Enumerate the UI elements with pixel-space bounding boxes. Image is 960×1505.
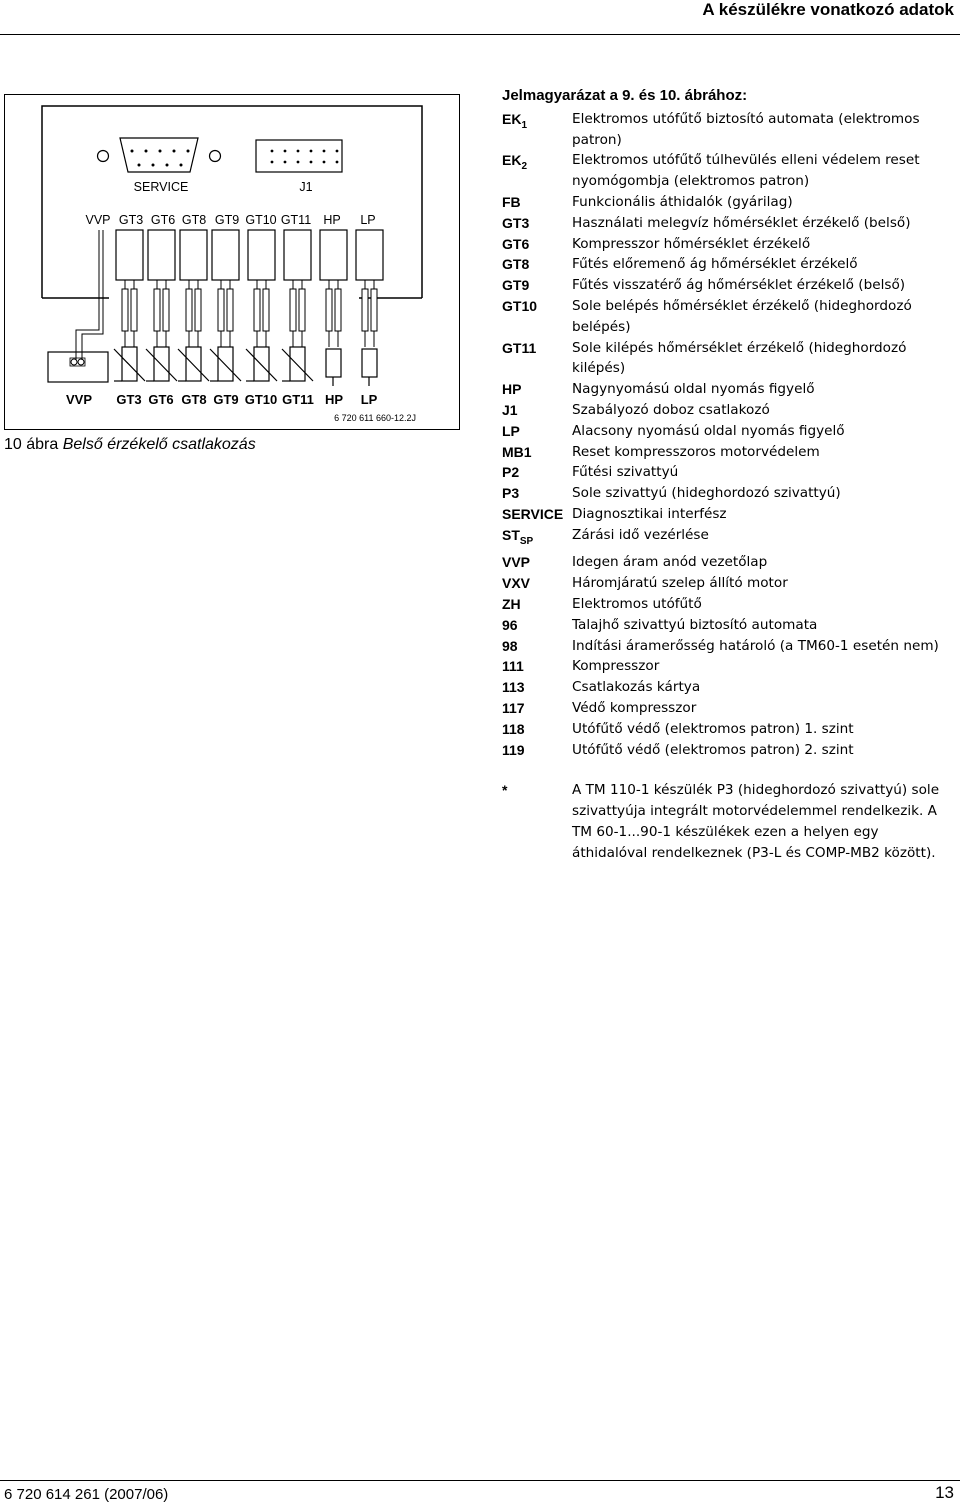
bottom-label-gt11: GT11: [282, 392, 314, 407]
legend-description: Csatlakozás kártya: [572, 679, 701, 696]
legend-term-subscript: SP: [519, 535, 534, 547]
service-connector: [98, 138, 221, 172]
legend-term-text: GT3: [502, 214, 530, 231]
legend-term: [502, 275, 572, 296]
legend-term-text: MB1: [502, 443, 532, 460]
legend-description: Diagnosztikai interfész: [572, 505, 727, 522]
legend-term: [502, 483, 572, 504]
terminal-blocks: [116, 230, 383, 280]
top-label-lp: LP: [360, 213, 376, 227]
legend-item: [502, 656, 952, 677]
legend-description: Elektromos utófűtő biztosító automata (elektromos patron): [572, 110, 920, 148]
legend-item: [502, 421, 952, 442]
top-label-hp: HP: [323, 213, 341, 227]
sensor-connection-diagram: [4, 94, 462, 430]
legend-item: [502, 213, 952, 234]
legend-term: [502, 719, 572, 740]
figure-code: 6 720 611 660-12.2J: [334, 413, 416, 423]
legend-item: [502, 740, 952, 761]
legend-term-text: LP: [502, 422, 520, 439]
legend-term: [502, 400, 572, 421]
legend-item: [502, 254, 952, 275]
legend-term: [502, 296, 572, 338]
top-label-gt10: GT10: [245, 213, 277, 227]
legend-term-subscript: 2: [521, 161, 528, 173]
legend-item: [502, 698, 952, 719]
legend-term-text: FB: [502, 193, 521, 210]
j1-label: J1: [299, 180, 313, 194]
legend-description: Reset kompresszoros motorvédelem: [572, 443, 820, 460]
legend-description: Használati melegvíz hőmérséklet érzékelő (belső): [572, 214, 911, 231]
footer-divider: [0, 1480, 960, 1481]
top-label-gt6: GT6: [150, 213, 176, 227]
legend-description: Sole kilépés hőmérséklet érzékelő (hideghordozó kilépés): [572, 339, 907, 377]
bottom-label-gt8: GT8: [181, 392, 207, 407]
legend-description: Sole szivattyú (hideghordozó szivattyú): [572, 485, 841, 502]
legend-description: Szabályozó doboz csatlakozó: [572, 401, 770, 418]
legend-term: [502, 379, 572, 400]
legend-note-term: *: [502, 782, 508, 799]
legend-description: Elektromos utófűtő: [572, 595, 702, 612]
legend-description: Nagynyomású oldal nyomás figyelő: [572, 381, 815, 398]
legend-term-text: VVP: [502, 554, 531, 571]
legend-term-text: 118: [502, 720, 525, 737]
legend-description: Elektromos utófűtő túlhevülés elleni védelem reset nyomógombja (elektromos patron): [572, 152, 920, 190]
legend-item: [502, 552, 952, 573]
legend-item: [502, 504, 952, 525]
figure-caption-text: Belső érzékelő csatlakozás: [62, 436, 256, 453]
page-header-title: A készülékre vonatkozó adatok: [702, 0, 954, 19]
figure-caption-label: 10 ábra: [4, 436, 59, 453]
legend-item: [502, 719, 952, 740]
legend-item: [502, 462, 952, 483]
legend-heading: Jelmagyarázat a 9. és 10. ábrához:: [502, 87, 748, 104]
legend-description: Védő kompresszor: [572, 699, 697, 716]
legend-item: [502, 109, 952, 151]
legend-term: [502, 192, 572, 213]
legend-item: [502, 150, 952, 192]
legend-item: [502, 296, 952, 338]
legend-term: [502, 525, 572, 553]
legend-description: Fűtési szivattyú: [572, 464, 679, 481]
legend-term: [502, 504, 572, 525]
legend-term-text: EK: [502, 110, 522, 127]
legend-term: [502, 254, 572, 275]
top-label-gt3: GT3: [118, 213, 144, 227]
legend-term-subscript: 1: [521, 119, 528, 131]
legend-term: [502, 462, 572, 483]
legend-note: [502, 780, 952, 863]
legend-term: [502, 421, 572, 442]
bottom-label-gt10: GT10: [244, 392, 278, 407]
legend-term: [502, 552, 572, 573]
pressure-switches: [326, 349, 377, 386]
legend-term: [502, 698, 572, 719]
top-label-gt9: GT9: [214, 213, 240, 227]
legend-term-text: J1: [502, 401, 518, 418]
top-label-vvp: VVP: [85, 213, 111, 227]
legend-term-text: ST: [502, 526, 520, 543]
legend-description: Fűtés visszatérő ág hőmérséklet érzékelő (belső): [572, 277, 906, 294]
legend-description: Zárási idő vezérlése: [572, 526, 709, 543]
legend-item: [502, 677, 952, 698]
legend-term-text: 111: [502, 658, 524, 675]
legend-term-text: EK: [502, 152, 522, 169]
legend-description: Utófűtő védő (elektromos patron) 1. szint: [572, 720, 854, 737]
j1-connector: [256, 140, 342, 172]
legend-term: [502, 636, 572, 657]
bottom-label-hp: HP: [324, 392, 344, 407]
legend-term-text: 96: [502, 616, 518, 633]
legend-term: [502, 615, 572, 636]
legend-description: Fűtés előremenő ág hőmérséklet érzékelő: [572, 256, 858, 273]
legend-term-text: GT11: [502, 339, 537, 356]
legend-description: Kompresszor: [572, 658, 660, 675]
page-number: 13: [935, 1483, 954, 1502]
legend-item: [502, 442, 952, 463]
legend-term-text: HP: [502, 381, 522, 398]
legend-item: [502, 594, 952, 615]
legend-term: [502, 234, 572, 255]
legend-term-text: 117: [502, 699, 525, 716]
vvp-connection: [48, 230, 108, 382]
legend-note-text: A TM 110-1 készülék P3 (hideghordozó szivattyú) sole szivattyúja integrált motorvédelemmel rendelkezik. A TM 60-1...90-1 készülékek ezen a helyen egy áthidalóval rendelkeznek (P3-L és COMP-MB2 között).: [572, 782, 940, 861]
bottom-label-lp: LP: [360, 392, 378, 407]
bottom-label-vvp: VVP: [65, 392, 93, 407]
legend-term-text: GT10: [502, 297, 538, 314]
legend-term-text: VXV: [502, 575, 531, 592]
inline-connectors: [122, 289, 377, 331]
legend-term-text: GT9: [502, 277, 530, 294]
legend-description: Idegen áram anód vezetőlap: [572, 554, 768, 571]
legend-term-text: 113: [502, 679, 525, 696]
legend-term-text: GT6: [502, 235, 530, 252]
bottom-label-gt9: GT9: [213, 392, 239, 407]
legend-term: [502, 594, 572, 615]
legend-item: [502, 192, 952, 213]
top-terminal-labels: [85, 213, 375, 227]
legend-term: [502, 150, 572, 192]
legend-item: [502, 379, 952, 400]
legend-item: [502, 234, 952, 255]
legend-description: Alacsony nyomású oldal nyomás figyelő: [572, 422, 845, 439]
ntc-sensors: [114, 347, 313, 381]
legend-term-text: P2: [502, 464, 520, 481]
legend-term: [502, 338, 572, 380]
legend-item: [502, 483, 952, 504]
legend: [502, 86, 952, 863]
legend-item: [502, 338, 952, 380]
legend-description: Sole belépés hőmérséklet érzékelő (hideghordozó belépés): [572, 297, 912, 335]
legend-item: [502, 573, 952, 594]
legend-term-text: GT8: [502, 256, 530, 273]
figure-caption: [4, 436, 256, 454]
legend-term: [502, 213, 572, 234]
legend-term-text: 119: [502, 741, 525, 758]
legend-description: Indítási áramerősség határoló (a TM60-1 esetén nem): [572, 637, 939, 654]
legend-description: Háromjáratú szelep állító motor: [572, 575, 788, 592]
bottom-label-gt3: GT3: [116, 392, 142, 407]
legend-list: [502, 109, 952, 761]
diagram-frame: [5, 95, 460, 430]
legend-term-text: SERVICE: [502, 505, 564, 522]
legend-term: [502, 677, 572, 698]
legend-term-text: P3: [502, 485, 520, 502]
legend-term-text: ZH: [502, 595, 521, 612]
top-label-gt8: GT8: [181, 213, 207, 227]
legend-term-text: 98: [502, 637, 518, 654]
legend-item: [502, 400, 952, 421]
legend-description: Utófűtő védő (elektromos patron) 2. szint: [572, 741, 854, 758]
legend-description: Kompresszor hőmérséklet érzékelő: [572, 235, 811, 252]
bottom-terminal-labels: [66, 392, 378, 407]
legend-description: Funkcionális áthidalók (gyárilag): [572, 193, 793, 210]
bottom-label-gt6: GT6: [148, 392, 174, 407]
header-divider: [0, 34, 960, 35]
legend-term: [502, 656, 572, 677]
legend-term: [502, 442, 572, 463]
top-label-gt11: GT11: [280, 213, 312, 227]
legend-term: [502, 109, 572, 151]
legend-item: [502, 636, 952, 657]
legend-description: Talajhő szivattyú biztosító automata: [572, 616, 818, 633]
legend-item: [502, 615, 952, 636]
legend-term: [502, 573, 572, 594]
legend-item: [502, 275, 952, 296]
document-code: 6 720 614 261 (2007/06): [4, 1486, 169, 1503]
service-label: SERVICE: [133, 180, 189, 194]
legend-term: [502, 740, 572, 761]
legend-item: [502, 525, 952, 553]
